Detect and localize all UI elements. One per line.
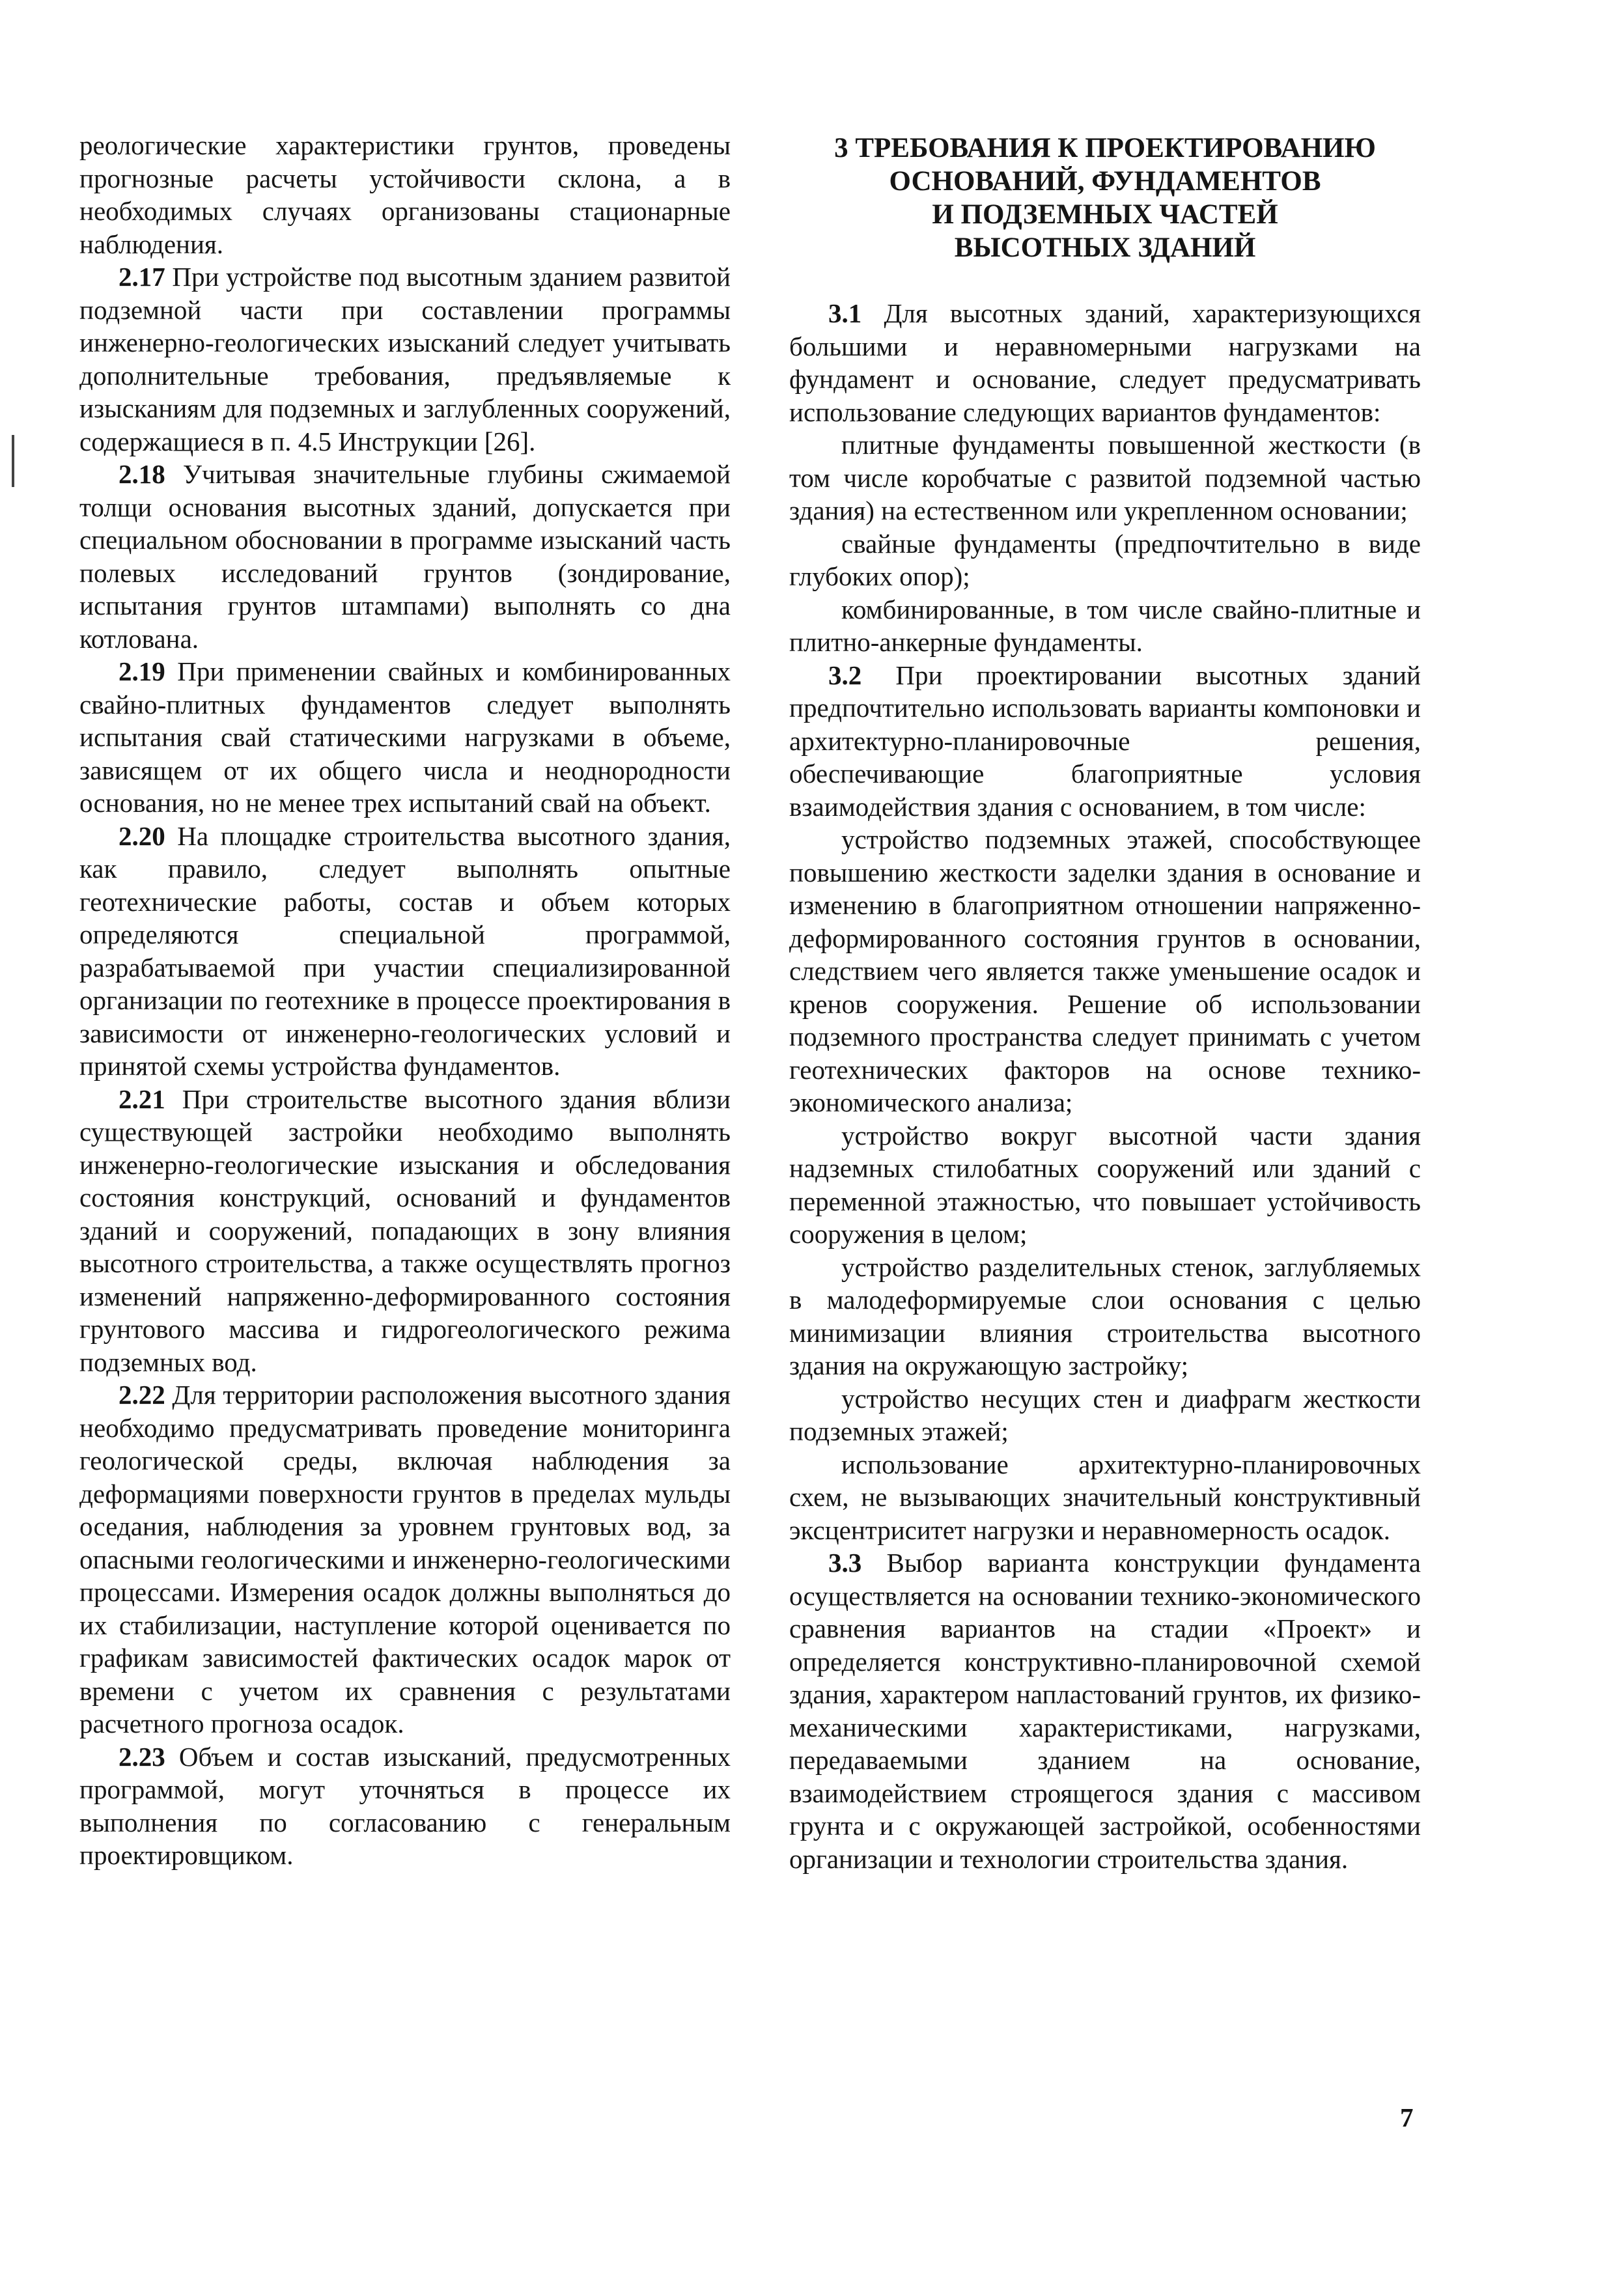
clause-text: На площадке строительства высотного здания, как правило, следует выполнять опытные геотехнические работы, состав и объем которых определяются специальной программой, разрабатываемой при участии специализированной организации по геотехнике в процессе проектирования в зависимости от инженерно-геологических условий и принятой схемы устройства фундаментов. [79, 820, 731, 1081]
clause-number: 2.17 [119, 262, 165, 292]
paragraph-3-2 [789, 659, 1421, 824]
list-item: свайные фундаменты (предпочтительно в виде глубоких опор); [789, 528, 1421, 591]
clause-number: 3.3 [828, 1548, 862, 1578]
paragraph-2-22 [79, 1378, 731, 1740]
clause-number: 2.22 [119, 1380, 165, 1410]
clause-text: При проектировании высотных зданий предпочтительно использовать варианты компоновки и архитектурно-планировочные решения, обеспечивающие благоприятные условия взаимодействия здания с основанием, в том числе: [789, 660, 1421, 822]
section-heading [789, 129, 1421, 264]
clause-text: Выбор варианта конструкции фундамента осуществляется на основании технико-экономического сравнения вариантов на стадии «Проект» и определяется конструктивно-планировочной схемой здания, характером напластований грунтов, их физико-механическими характеристиками, нагрузками, передаваемыми зданием на основание, взаимодействием строящегося здания с массивом грунта и с окружающей застройкой, особенностями организации и технологии строительства здания. [789, 1548, 1421, 1874]
list-item: использование архитектурно-планировочных схем, не вызывающих значительный конструктивный эксцентриситет нагрузки и неравномерность осадок. [789, 1449, 1421, 1545]
clause-number: 2.20 [119, 820, 165, 851]
clause-text: При строительстве высотного здания вблизи существующей застройки необходимо выполнять инженерно-геологические изыскания и обследования состояния конструкций, оснований и фундаментов зданий и сооружений, попадающих в зону влияния высотного строительства, а также осуществлять прогноз изменений напряженно-деформированного состояния грунтового массива и гидрогеологического режима подземных вод. [79, 1083, 731, 1377]
clause-number: 3.1 [828, 298, 862, 328]
paragraph-3-3 [789, 1546, 1421, 1875]
heading-line: ОСНОВАНИЙ, ФУНДАМЕНТОВ [889, 166, 1321, 197]
clause-text: Для высотных зданий, характеризующихся большими и неравномерными нагрузками на фундамент и основание, следует предусматривать использование следующих вариантов фундаментов: [789, 298, 1421, 427]
clause-text: Объем и состав изысканий, предусмотренных программой, могут уточняться в процессе их выполнения по согласованию с генеральным проектировщиком. [79, 1741, 731, 1870]
clause-text: При устройстве под высотным зданием развитой подземной части при составлении программы инженерно-геологических изысканий следует учитывать дополнительные требования, предъявляемые к изысканиям для подземных и заглубленных сооружений, содержащиеся в п. 4.5 Инструкции [26]. [79, 262, 731, 456]
clause-text: Учитывая значительные глубины сжимаемой толщи основания высотных зданий, допускается при специальном обосновании в программе изысканий часть полевых исследований грунтов (зондирование, испытания грунтов штампами) выполнять со дна котлована. [79, 459, 731, 654]
clause-number: 2.21 [119, 1083, 165, 1114]
paragraph-2-18 [79, 458, 731, 655]
paragraph-2-21 [79, 1083, 731, 1379]
list-item: устройство несущих стен и диафрагм жесткости подземных этажей; [789, 1383, 1421, 1446]
clause-number: 2.23 [119, 1741, 165, 1772]
right-column [789, 129, 1421, 1875]
list-item: плитные фундаменты повышенной жесткости (в том числе коробчатые с развитой подземной частью здания) на естественном или укрепленном основании; [789, 430, 1421, 525]
list-item: устройство вокруг высотной части здания надземных стилобатных сооружений или зданий с переменной этажностью, что повышает устойчивость сооружения в целом; [789, 1120, 1421, 1249]
list-item: устройство подземных этажей, способствующее повышению жесткости заделки здания в основание и изменению в благоприятном отношении напряженно-деформированного состояния грунтов в основании, следствием чего является также уменьшение осадок и кренов сооружения. Решение об использовании подземного пространства следует принимать с учетом геотехнических факторов на основе технико-экономического анализа; [789, 824, 1421, 1117]
clause-number: 2.18 [119, 459, 165, 489]
clause-number: 2.19 [119, 656, 165, 686]
list-item: устройство разделительных стенок, заглубляемых в малодеформируемые слои основания с целью минимизации влияния строительства высотного здания на окружающую застройку; [789, 1251, 1421, 1380]
paragraph-3-1 [789, 297, 1421, 428]
paragraph-2-19 [79, 655, 731, 820]
page-number: 7 [1400, 2102, 1414, 2132]
left-column [79, 129, 731, 1872]
list-item: комбинированные, в том числе свайно-плитные и плитно-анкерные фундаменты. [789, 594, 1421, 657]
clause-text: Для территории расположения высотного здания необходимо предусматривать проведение мониторинга геологической среды, включая наблюдения за деформациями поверхности грунтов в пределах мульды оседания, наблюдения за уровнем грунтовых вод, за опасными геологическими и инженерно-геологическими процессами. Измерения осадок должны выполняться до их стабилизации, наступление которой оценивается по графикам зависимостей фактических осадок марок от времени с учетом их сравнения с результатами расчетного прогноза осадок. [79, 1380, 731, 1738]
paragraph-2-20 [79, 820, 731, 1083]
margin-mark [12, 435, 14, 487]
paragraph-intro: реологические характеристики грунтов, проведены прогнозные расчеты устойчивости склона, а в необходимых случаях организованы стационарные наблюдения. [79, 130, 731, 259]
paragraph-2-23 [79, 1740, 731, 1872]
clause-text: При применении свайных и комбинированных свайно-плитных фундаментов следует выполнять испытания свай статическими нагрузками в объеме, зависящем от их общего числа и неоднородности основания, но не менее трех испытаний свай на объект. [79, 656, 731, 818]
paragraph-2-17 [79, 260, 731, 458]
clause-number: 3.2 [828, 660, 862, 690]
heading-line: И ПОДЗЕМНЫХ ЧАСТЕЙ [932, 199, 1278, 230]
heading-line: 3 ТРЕБОВАНИЯ К ПРОЕКТИРОВАНИЮ [834, 133, 1376, 163]
heading-line: ВЫСОТНЫХ ЗДАНИЙ [954, 232, 1256, 263]
